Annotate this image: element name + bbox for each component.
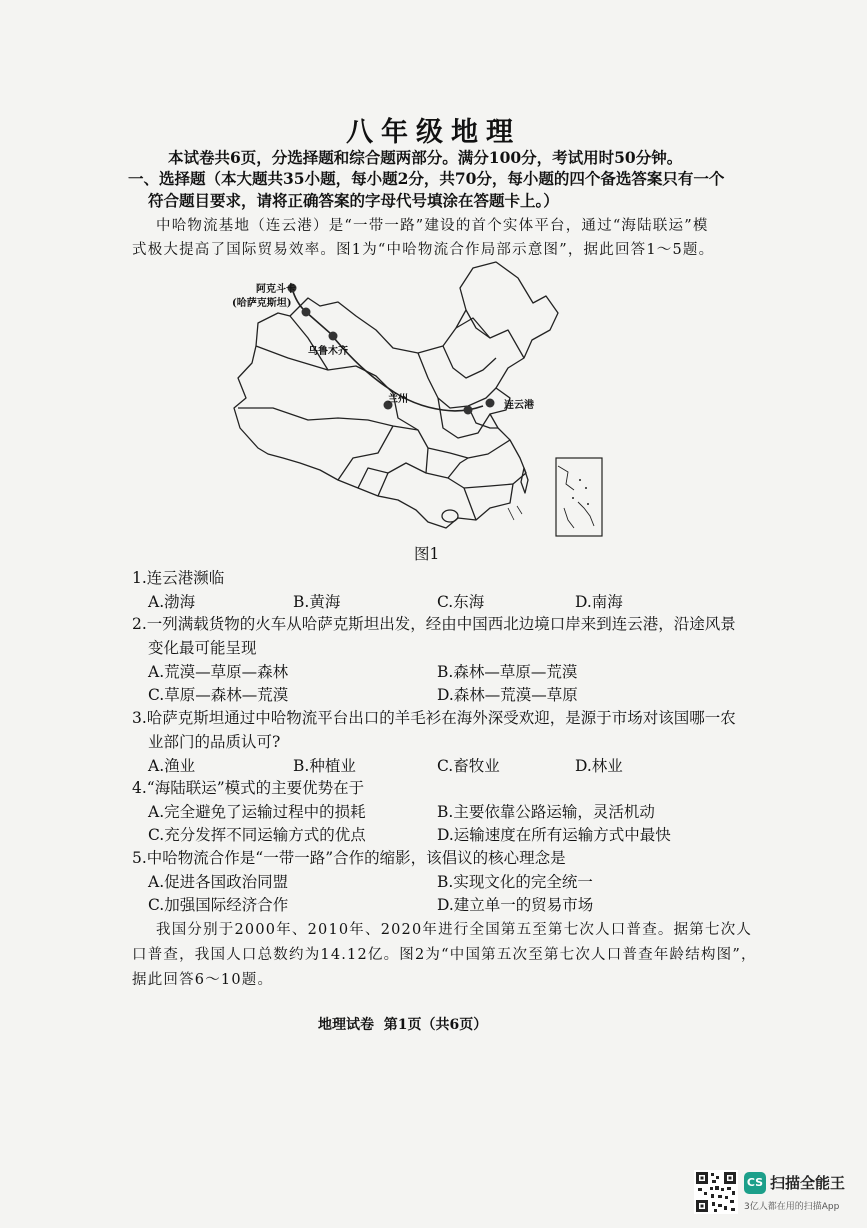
question-2-option-a: A.荒漠—草原—森林 xyxy=(148,663,289,681)
city-dot-waypoint xyxy=(302,308,311,317)
question-4-option-b: B.主要依靠公路运输，灵活机动 xyxy=(437,803,655,821)
city-dot-lianyungang xyxy=(486,399,495,408)
label-lianyungang: 连云港 xyxy=(504,400,534,411)
question-3-option-b: B.种植业 xyxy=(293,757,356,775)
question-2-option-b: B.森林—草原—荒漠 xyxy=(437,663,578,681)
question-3-stem-line1: 3.哈萨克斯坦通过中哈物流平台出口的羊毛衫在海外深受欢迎，是源于市场对该国哪一农 xyxy=(132,709,736,727)
city-dot-urumqi xyxy=(329,332,338,341)
section1-heading-line2: 符合题目要求，请将正确答案的字母代号填涂在答题卡上。） xyxy=(148,191,559,210)
passage1-line1: 中哈物流基地（连云港）是“一带一路”建设的首个实体平台，通过“海陆联运”模 xyxy=(156,218,709,234)
question-3-option-c: C.畜牧业 xyxy=(437,757,500,775)
china-map-figure xyxy=(228,258,608,540)
question-5-option-b: B.实现文化的完全统一 xyxy=(437,873,593,891)
question-4-option-a: A.完全避免了运输过程中的损耗 xyxy=(148,803,366,821)
question-5-stem: 5.中哈物流合作是“一带一路”合作的缩影，该倡议的核心理念是 xyxy=(132,849,566,867)
camscanner-tagline: 3亿人都在用的扫描App xyxy=(744,1202,840,1212)
camscanner-name: 扫描全能王 xyxy=(770,1174,846,1192)
exam-intro: 本试卷共6页，分选择题和综合题两部分。满分100分，考试用时50分钟。 xyxy=(168,148,683,167)
south-china-sea-inset xyxy=(556,458,602,536)
camscanner-logo-icon: CS xyxy=(744,1172,766,1194)
question-2-stem-line1: 2.一列满载货物的火车从哈萨克斯坦出发，经由中国西北边境口岸来到连云港，沿途风景 xyxy=(132,615,736,633)
question-1-option-a: A.渤海 xyxy=(148,593,196,611)
question-1-option-b: B.黄海 xyxy=(293,593,341,611)
question-1-option-c: C.东海 xyxy=(437,593,485,611)
figure1-caption: 图1 xyxy=(414,545,440,563)
label-lanzhou: 兰州 xyxy=(388,394,408,405)
question-2-stem-line2: 变化最可能呈现 xyxy=(148,639,257,657)
page-footer: 地理试卷 第1页（共6页） xyxy=(318,1017,488,1033)
question-5-option-a: A.促进各国政治同盟 xyxy=(148,873,289,891)
question-2-option-c: C.草原—森林—荒漠 xyxy=(148,686,289,704)
passage1-line2: 式极大提高了国际贸易效率。图1为“中哈物流合作局部示意图”，据此回答1～5题。 xyxy=(132,242,715,258)
question-4-option-c: C.充分发挥不同运输方式的优点 xyxy=(148,826,366,844)
passage2-line1: 我国分别于2000年、2010年、2020年进行全国第五至第七次人口普查。据第七次人 xyxy=(156,922,753,938)
question-5-option-d: D.建立单一的贸易市场 xyxy=(437,896,594,914)
label-kazakhstan: (哈萨克斯坦) xyxy=(232,298,292,309)
passage2-line3: 据此回答6～10题。 xyxy=(132,972,274,988)
label-urumqi: 乌鲁木齐 xyxy=(308,346,348,357)
question-4-option-d: D.运输速度在所有运输方式中最快 xyxy=(437,826,671,844)
question-1-option-d: D.南海 xyxy=(575,593,623,611)
label-aktogay: 阿克斗卡 xyxy=(256,284,296,295)
question-1-stem: 1.连云港濒临 xyxy=(132,569,225,587)
question-3-option-a: A.渔业 xyxy=(148,757,196,775)
city-dot-junction xyxy=(464,406,473,415)
passage2-line2: 口普查，我国人口总数约为14.12亿。图2为“中国第五次至第七次人口普查年龄结构图”， xyxy=(132,947,757,963)
taiwan-island xyxy=(521,468,528,493)
question-5-option-c: C.加强国际经济合作 xyxy=(148,896,289,914)
hainan-island xyxy=(442,510,458,522)
question-3-option-d: D.林业 xyxy=(575,757,623,775)
question-4-stem: 4.“海陆联运”模式的主要优势在于 xyxy=(132,779,365,797)
qr-code-icon xyxy=(694,1170,738,1214)
question-3-stem-line2: 业部门的品质认可? xyxy=(148,733,281,751)
question-2-option-d: D.森林—荒漠—草原 xyxy=(437,686,578,704)
section1-heading-line1: 一、选择题（本大题共35小题，每小题2分，共70分，每小题的四个备选答案只有一个 xyxy=(128,169,725,188)
page-title: 八年级地理 xyxy=(346,117,521,148)
